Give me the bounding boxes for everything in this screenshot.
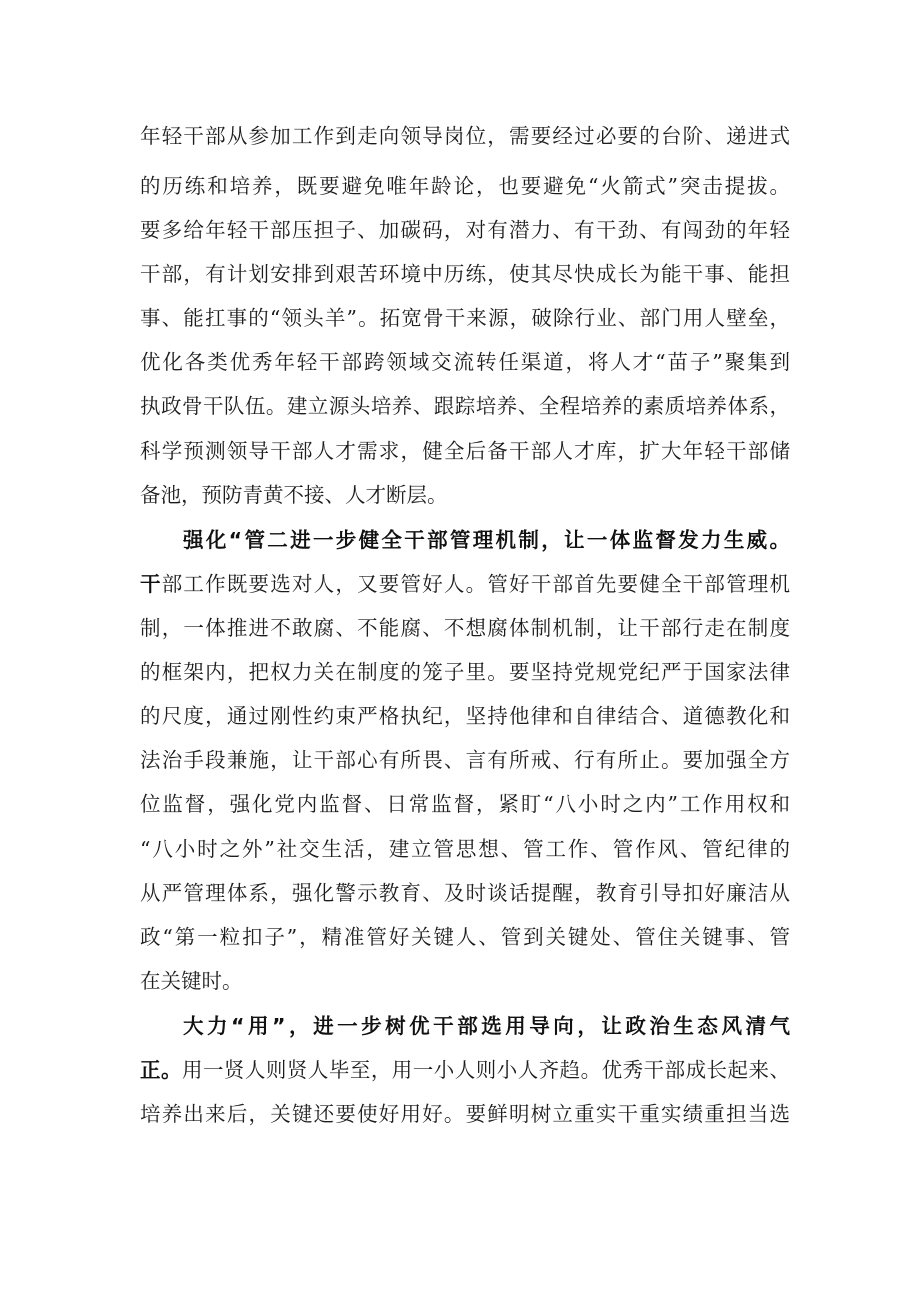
paragraph-3-line-2: 培养出来后，关键还要使好用好。要鲜明树立重实干重实绩重担当选 bbox=[140, 1102, 790, 1126]
paragraph-3-lead-chars: 正。 bbox=[140, 1058, 182, 1082]
paragraph-2-lead-char: 干 bbox=[140, 572, 162, 596]
paragraph-1-line-6: 优化各类优秀年轻干部跨领域交流转任渠道，将人才“苗子”聚集到 bbox=[140, 350, 790, 374]
paragraph-1-line-9: 备池，预防青黄不接、人才断层。 bbox=[140, 483, 448, 507]
paragraph-2-line-9: 政“第一粒扣子”，精准管好关键人、管到关键处、管住关键事、管 bbox=[140, 925, 790, 949]
paragraph-2-line-3: 的框架内，把权力关在制度的笼子里。要坚持党规党纪严于国家法律 bbox=[140, 660, 790, 684]
paragraph-1-line-4: 干部，有计划安排到艰苦环境中历练，使其尽快成长为能干事、能担 bbox=[140, 262, 790, 286]
paragraph-3-line-1-text: 用一贤人则贤人毕至，用一小人则小人齐趋。优秀干部成长起来、 bbox=[181, 1058, 791, 1082]
paragraph-1-line-5: 事、能扛事的“领头羊”。拓宽骨干来源，破除行业、部门用人壁垒， bbox=[140, 306, 790, 330]
paragraph-2-line-10: 在关键时。 bbox=[140, 969, 243, 993]
paragraph-2-line-5: 法治手段兼施，让干部心有所畏、言有所戒、行有所止。要加强全方 bbox=[140, 748, 790, 772]
paragraph-2-line-7: “八小时之外”社交生活，建立管思想、管工作、管作风、管纪律的 bbox=[140, 837, 790, 861]
paragraph-2-line-2: 制，一体推进不敢腐、不能腐、不想腐体制机制，让干部行走在制度 bbox=[140, 616, 790, 640]
paragraph-1-line-2: 的历练和培养，既要避免唯年龄论，也要避免“火箭式”突击提拔。 bbox=[140, 174, 790, 198]
paragraph-3-heading: 大力“用”，进一步树优干部选用导向，让政治生态风清气 bbox=[183, 1014, 790, 1038]
paragraph-1-line-7: 执政骨干队伍。建立源头培养、跟踪培养、全程培养的素质培养体系， bbox=[140, 394, 790, 418]
paragraph-3-line-1 bbox=[140, 1050, 790, 1090]
paragraph-2-line-1-text: 部工作既要选对人，又要管好人。管好干部首先要健全干部管理机 bbox=[161, 572, 791, 596]
paragraph-1-line-8: 科学预测领导干部人才需求，健全后备干部人才库，扩大年轻干部储 bbox=[140, 439, 790, 463]
paragraph-2-line-6: 位监督，强化党内监督、日常监督，紧盯“八小时之内”工作用权和 bbox=[140, 792, 790, 816]
paragraph-2-line-1 bbox=[140, 564, 790, 604]
paragraph-2-line-4: 的尺度，通过刚性约束严格执纪，坚持他律和自律结合、道德教化和 bbox=[140, 704, 790, 728]
paragraph-1-line-3: 要多给年轻干部压担子、加碳码，对有潜力、有干劲、有闯劲的年轻 bbox=[140, 218, 790, 242]
paragraph-2-heading: 强化“管二进一步健全干部管理机制，让一体监督发力生威。 bbox=[183, 528, 790, 552]
paragraph-1-line-1: 年轻干部从参加工作到走向领导岗位，需要经过必要的台阶、递进式 bbox=[140, 124, 790, 148]
paragraph-2-line-8: 从严管理体系，强化警示教育、及时谈话提醒，教育引导扣好廉洁从 bbox=[140, 881, 790, 905]
